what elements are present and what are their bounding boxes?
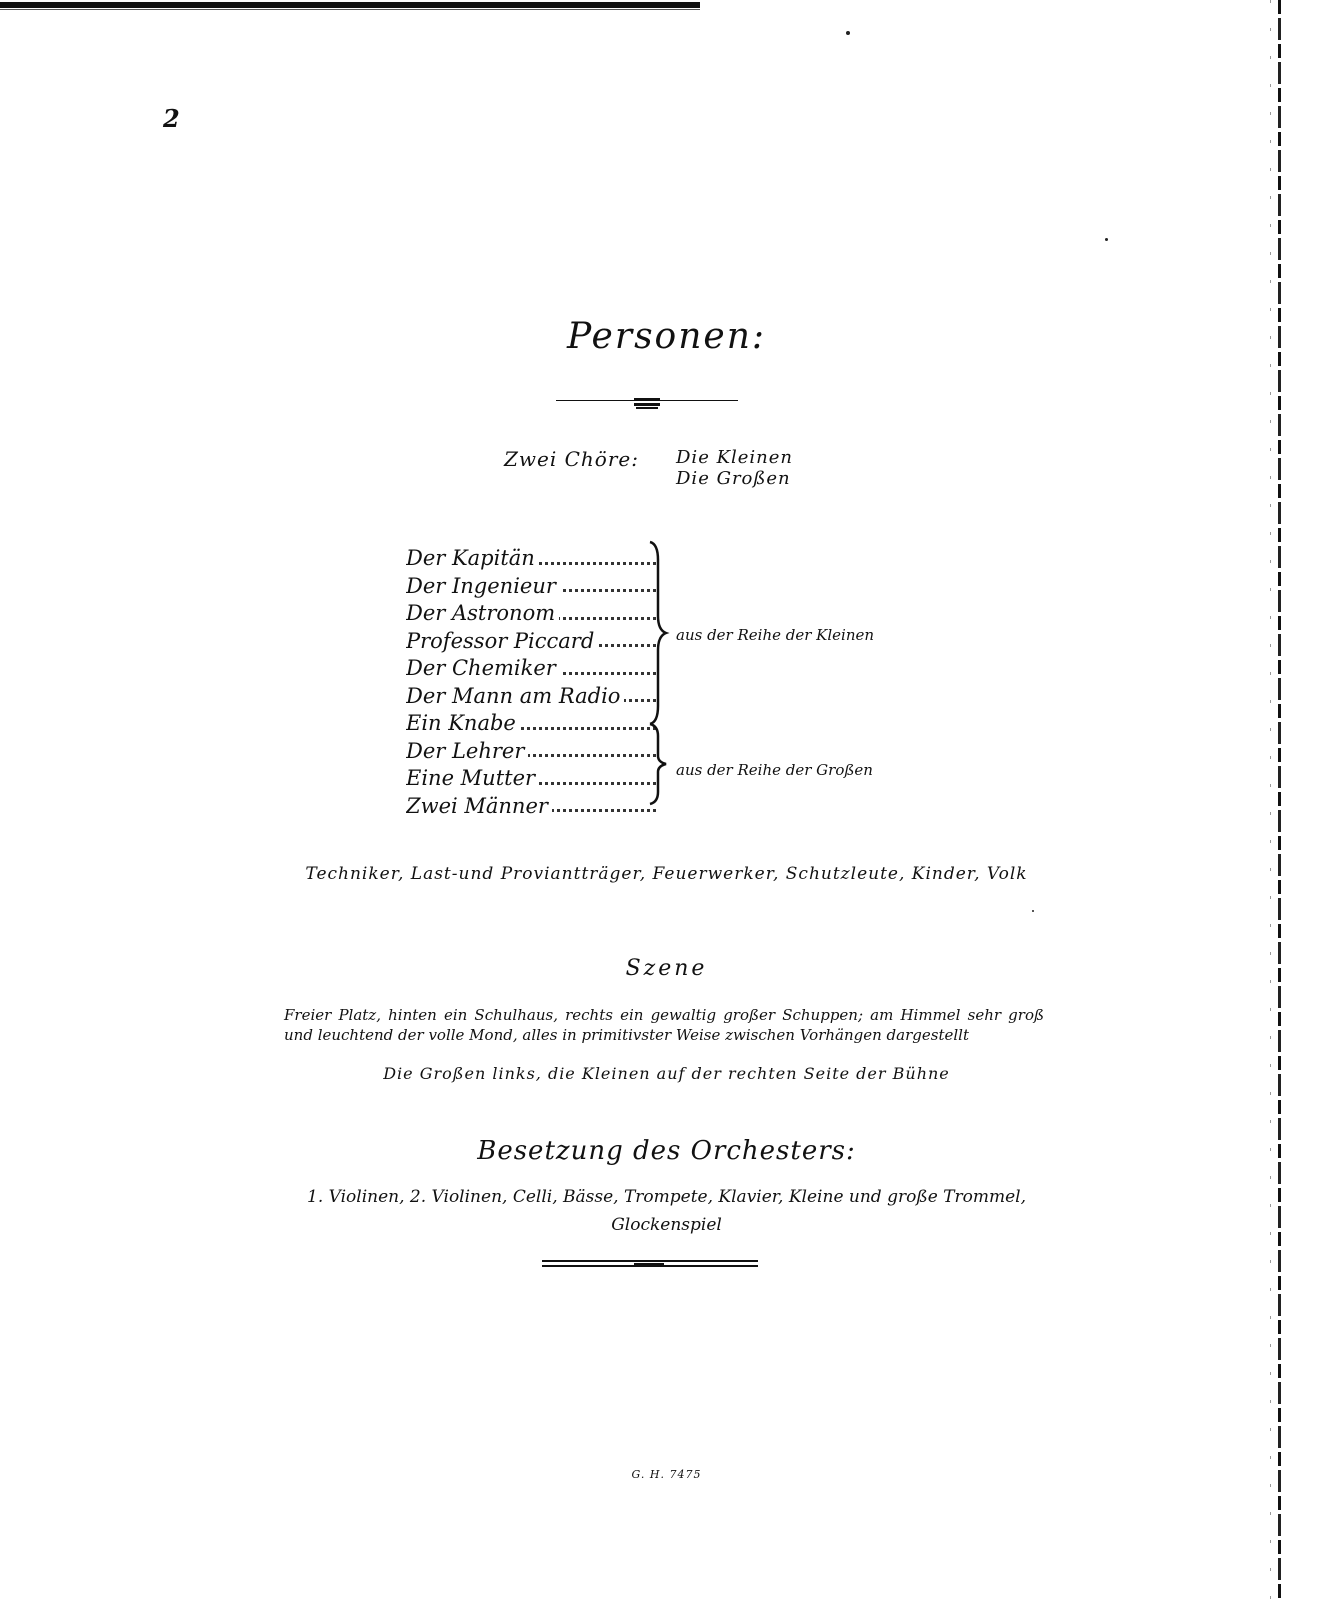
choirs-list bbox=[676, 447, 793, 489]
end-ornament-rule bbox=[542, 1260, 758, 1270]
scene-positions: Die Großen links, die Kleinen auf der rechten Seite der Bühne bbox=[383, 1064, 950, 1083]
page-number: 2 bbox=[163, 104, 180, 133]
cast-name: Zwei Männer bbox=[406, 794, 552, 818]
cast-name: Der Mann am Radio bbox=[406, 684, 624, 708]
top-border-rule-thin bbox=[0, 9, 700, 10]
ink-speck bbox=[1032, 910, 1034, 912]
cast-row bbox=[406, 794, 656, 822]
cast-list bbox=[406, 546, 656, 821]
cast-row bbox=[406, 574, 656, 602]
scene-description: Freier Platz, hinten ein Schulhaus, rechts ein gewaltig großer Schuppen; am Himmel sehr groß und leuchtend der volle Mond, alles in primitivster Weise zwischen Vorhängen dargestellt bbox=[284, 1006, 1044, 1044]
cast-row bbox=[406, 629, 656, 657]
page-title: Personen: bbox=[566, 316, 767, 357]
ink-speck bbox=[1105, 238, 1108, 241]
brace-note-grossen: aus der Reihe der Großen bbox=[676, 761, 873, 779]
cast-name: Eine Mutter bbox=[406, 766, 539, 790]
cast-row bbox=[406, 546, 656, 574]
choir-item: Die Großen bbox=[676, 468, 791, 489]
brace-kleinen-icon bbox=[648, 540, 670, 726]
cast-name: Der Kapitän bbox=[406, 546, 539, 570]
choir-item: Die Kleinen bbox=[676, 447, 794, 468]
title-ornament bbox=[556, 398, 738, 410]
right-binding-edge bbox=[1278, 0, 1281, 1600]
cast-row bbox=[406, 739, 656, 767]
orchestra-instruments-text: 1. Violinen, 2. Violinen, Celli, Bässe, Trompete, Klavier, Kleine und große Trommel, Glockenspiel bbox=[307, 1187, 1026, 1235]
cast-row bbox=[406, 684, 656, 712]
top-border-rule bbox=[0, 2, 700, 8]
cast-name: Der Ingenieur bbox=[406, 574, 560, 598]
cast-name: Der Astronom bbox=[406, 601, 559, 625]
extras-line: Techniker, Last-und Proviantträger, Feuerwerker, Schutzleute, Kinder, Volk bbox=[305, 864, 1028, 884]
cast-row bbox=[406, 601, 656, 629]
cast-name: Der Chemiker bbox=[406, 656, 560, 680]
cast-row bbox=[406, 656, 656, 684]
orchestra-title: Besetzung des Orchesters: bbox=[477, 1136, 856, 1166]
right-binding-shadow bbox=[1270, 0, 1271, 1600]
brace-grossen-icon bbox=[648, 722, 670, 806]
cast-name: Der Lehrer bbox=[406, 739, 528, 763]
brace-note-kleinen: aus der Reihe der Kleinen bbox=[676, 626, 875, 644]
cast-name: Professor Piccard bbox=[406, 629, 598, 653]
cast-row bbox=[406, 766, 656, 794]
ink-speck bbox=[846, 31, 850, 35]
choirs-label: Zwei Chöre: bbox=[504, 447, 639, 471]
cast-name: Ein Knabe bbox=[406, 711, 520, 735]
scene-title: Szene bbox=[625, 956, 708, 981]
cast-row bbox=[406, 711, 656, 739]
plate-number: G. H. 7475 bbox=[631, 1468, 702, 1481]
orchestra-instruments bbox=[0, 1183, 1333, 1239]
